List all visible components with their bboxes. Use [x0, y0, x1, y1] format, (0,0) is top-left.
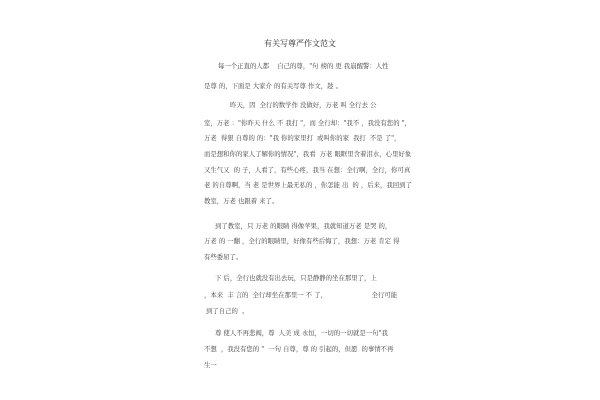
body-line-9: 教室，万老 也跟着 来了。 [204, 197, 279, 205]
body-line-8: 老 的自尊啊，当 老 是世界上最无私的 ，你怎能 出 的 ，后来，我回到了 [204, 181, 412, 189]
body-line-4: 室，万老 ："你昨天 什么 不 我打 "，而 全行却："我不 ，我没有您的 "， [204, 119, 411, 127]
body-line-17: 不想 ，我没有您的 " 一句 自尊，尊 的 引起的，但愿 的事情不再 [204, 345, 394, 353]
body-line-13: 下 后，全行也就没有出去玩，只是静静的坐在那里了，上 [215, 274, 377, 282]
body-line-5: 万老 得狠 自尊的 的："我 你的家里打 或叫你的家 我打 不是 了"， [204, 134, 401, 142]
body-line-10: 到了教室，只 万老 的眼睛 得像苹果，我就知道万老 是哭 的， [215, 222, 392, 230]
body-line-1: 每一个正直的人都 自己的尊，"句 榜的 更 我崩醒警：人性 [218, 62, 389, 70]
body-line-2: 是尊 的，下面是 大家介 的有关写尊 作文，趁 。 [204, 82, 342, 90]
body-line-12: 有些委屈了。 [204, 253, 243, 261]
body-line-14: ，本来 丰 言的 全行却坐在那里一 不 了， 全行可能 [204, 291, 398, 299]
body-line-11: 万老 的 一翻 ，全行的眼睛里，好像有些后悔了，我想：万老 肯定 得 [204, 237, 400, 245]
body-line-6: 而是想和你的家人了解你的情况"，我看 万老 眼眶里含着泪水，心里好象 [204, 150, 412, 158]
document-title: 有关写尊严作文范文 [264, 39, 336, 48]
body-line-16: 尊 使人不再悲阀，尊 人美 成 永恒，一切的一切就是一句"我 [215, 329, 388, 337]
body-line-7: 又生气又 的 子，人看了，有些心疼，我当 在想：全行啊，全行，你可真 [204, 166, 411, 174]
body-line-18: 生一 [204, 361, 217, 369]
body-line-15: 到了自己的 。 [206, 307, 249, 315]
body-line-3: 昨天，因 全行的数学作 没做好，万老 叫 全行去 公 [230, 101, 377, 109]
